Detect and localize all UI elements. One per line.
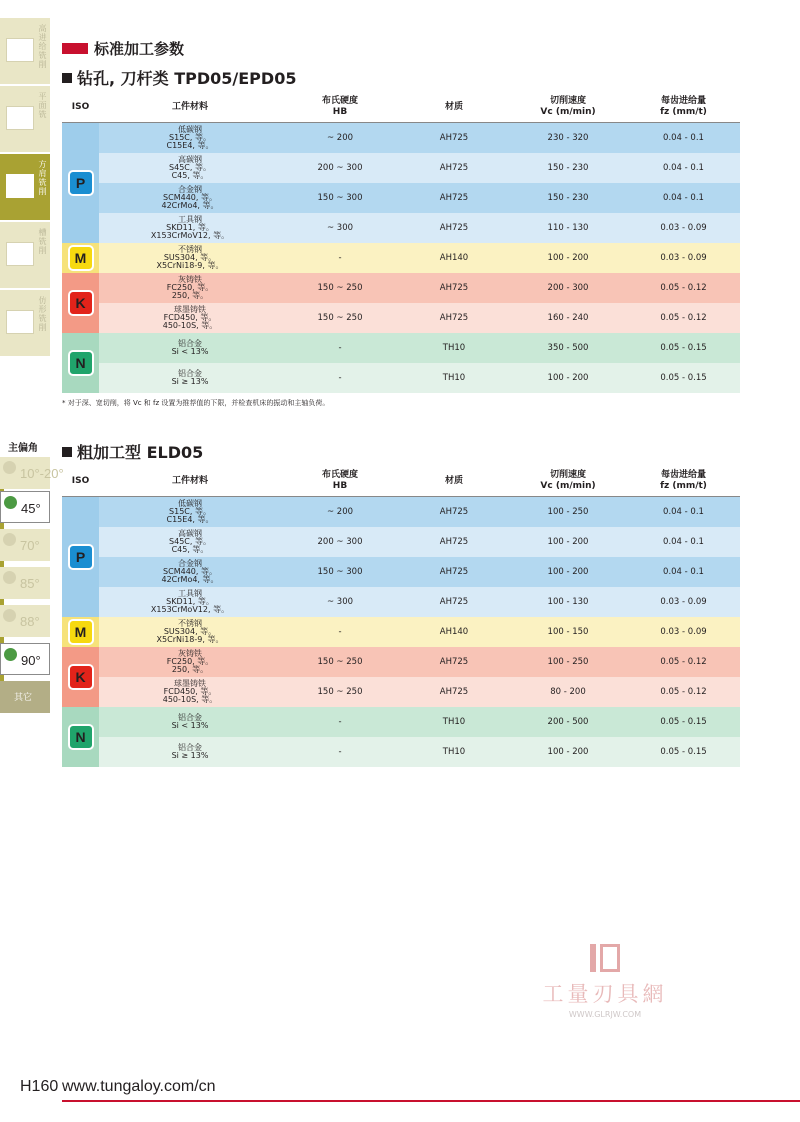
hardness-cell: 200 ~ 300 [317, 163, 363, 173]
iso-group-k [62, 647, 99, 707]
hardness-cell: 150 ~ 250 [317, 313, 363, 323]
grade-cell: TH10 [442, 747, 466, 757]
material-cell [99, 303, 281, 333]
material-line: C15E4, 等。 [166, 141, 214, 150]
material-line: 250, 等。 [171, 291, 209, 300]
iso-badge-letter: M [74, 250, 87, 266]
material-line: FCD450, 等。 [163, 313, 217, 322]
material-line: 高碳钢 [178, 529, 202, 538]
material-line: SCM440, 等。 [163, 567, 217, 576]
feed-per-tooth-cell: 0.05 - 0.15 [660, 373, 707, 383]
side-tab-4[interactable] [0, 290, 50, 356]
material-cell [99, 527, 281, 557]
angle-nav-header: 主偏角 [8, 443, 38, 454]
cutting-speed-cell: 100 - 200 [547, 373, 589, 383]
title-accent-bar [62, 43, 88, 54]
table-body [62, 123, 740, 393]
material-line: 灰铸铁 [178, 649, 202, 658]
table2-title [62, 440, 203, 463]
cutting-speed-cell: 100 - 130 [547, 597, 589, 607]
column-header [99, 466, 281, 496]
hardness-cell: 150 ~ 250 [317, 657, 363, 667]
hardness-cell: 150 ~ 300 [317, 567, 363, 577]
table-row [62, 647, 740, 677]
column-header-hb_1: 布氏硬度 [321, 470, 358, 480]
cutting-speed-cell: 100 - 200 [547, 537, 589, 547]
watermark-url: WWW.GLRJW.COM [568, 1010, 642, 1019]
cutting-speed-cell: 150 - 230 [547, 193, 589, 203]
milling-thumbnail-icon [6, 106, 34, 130]
angle-tab-label: 90° [21, 653, 41, 668]
material-line: Si ≥ 13% [171, 751, 209, 760]
material-line: 铝合金 [178, 743, 202, 752]
grade-cell: AH725 [439, 283, 469, 293]
material-line: 合金钢 [178, 559, 202, 568]
table-row [62, 737, 740, 767]
material-line: Si < 13% [171, 721, 209, 730]
column-header [281, 92, 399, 122]
material-cell [99, 737, 281, 767]
iso-badge-m [68, 619, 94, 645]
table1-title [62, 66, 296, 89]
iso-badge-m [68, 245, 94, 271]
angle-tab-label: 88° [20, 614, 40, 629]
hardness-cell: ~ 200 [326, 507, 354, 517]
column-header [627, 466, 740, 496]
table-row [62, 617, 740, 647]
column-header-fz_2: fz (mm/t) [660, 481, 707, 491]
cutting-speed-cell: 80 - 200 [550, 687, 586, 697]
material-line: 铝合金 [178, 713, 202, 722]
grade-cell: AH725 [439, 537, 469, 547]
material-line: 球墨铸铁 [174, 305, 206, 314]
side-tab-2[interactable] [0, 154, 50, 220]
material-line: S15C, 等。 [169, 507, 211, 516]
iso-group-p [62, 497, 99, 617]
material-cell [99, 557, 281, 587]
hardness-cell: 150 ~ 300 [317, 193, 363, 203]
material-line: 42CrMo4, 等。 [161, 201, 219, 210]
iso-group-n [62, 707, 99, 767]
material-line: 铝合金 [178, 339, 202, 348]
grade-cell: AH725 [439, 223, 469, 233]
table1-footnote: * 对于深、宽切削，将 Vc 和 fz 设置为推荐值的下限，并检查机床的振动和主轴负荷。 [62, 399, 330, 407]
material-line: X153CrMoV12, 等。 [150, 605, 230, 614]
website-link[interactable]: www.tungaloy.com/cn [62, 1078, 216, 1095]
table-row [62, 123, 740, 153]
hardness-cell: - [338, 373, 342, 383]
feed-per-tooth-cell: 0.05 - 0.15 [660, 343, 707, 353]
hardness-cell: ~ 300 [326, 223, 354, 233]
column-header [62, 466, 99, 496]
table1-title-text: 钻孔, 刀杆类 TPD05/EPD05 [77, 69, 297, 88]
table-header [62, 466, 740, 497]
column-header-material: 工件材料 [171, 101, 208, 112]
angle-tab-label: 45° [21, 501, 41, 516]
cutting-speed-cell: 100 - 200 [547, 567, 589, 577]
column-header-hb_2: HB [332, 481, 348, 491]
hardness-cell: - [338, 253, 342, 263]
feed-per-tooth-cell: 0.05 - 0.12 [660, 657, 707, 667]
material-line: X5CrNi18-9, 等。 [156, 635, 224, 644]
table-row [62, 363, 740, 393]
column-header-fz_1: 每齿进给量 [660, 470, 706, 480]
iso-badge-letter: N [75, 355, 86, 371]
column-header-iso: ISO [71, 475, 90, 486]
side-tab-label: 槽铣削 [38, 228, 47, 255]
column-header-vc_2: Vc (m/min) [540, 107, 596, 117]
material-line: FC250, 等。 [166, 283, 214, 292]
material-line: SKD11, 等。 [166, 223, 214, 232]
material-cell [99, 587, 281, 617]
feed-per-tooth-cell: 0.03 - 0.09 [660, 627, 707, 637]
page-title-text: 标准加工参数 [94, 40, 185, 58]
angle-tab-label: 70° [20, 538, 40, 553]
hardness-cell: - [338, 343, 342, 353]
material-line: SKD11, 等。 [166, 597, 214, 606]
watermark-logo-icon [588, 944, 622, 974]
grade-cell: AH725 [439, 687, 469, 697]
material-line: 低碳钢 [178, 125, 202, 134]
hardness-cell: 200 ~ 300 [317, 537, 363, 547]
angle-tab-6[interactable] [0, 681, 50, 713]
iso-group-m [62, 617, 99, 647]
iso-badge-letter: N [75, 729, 86, 745]
cutting-speed-cell: 230 - 320 [547, 133, 589, 143]
feed-per-tooth-cell: 0.03 - 0.09 [660, 253, 707, 263]
side-tab-label: 高进给铣削 [38, 24, 47, 69]
material-cell [99, 647, 281, 677]
angle-tab-3[interactable] [0, 567, 50, 599]
table-row [62, 213, 740, 243]
material-cell [99, 497, 281, 527]
side-tab-1[interactable] [0, 86, 50, 152]
grade-cell: AH140 [439, 253, 469, 263]
milling-thumbnail-icon [6, 38, 34, 62]
column-header-vc_1: 切削速度 [549, 96, 586, 106]
material-line: C45, 等。 [171, 171, 209, 180]
material-line: SCM440, 等。 [163, 193, 217, 202]
column-header [399, 92, 509, 122]
side-tab-3[interactable] [0, 222, 50, 288]
material-line: 铝合金 [178, 369, 202, 378]
iso-group-k [62, 273, 99, 333]
angle-tab-label: 85° [20, 576, 40, 591]
cutting-speed-cell: 110 - 130 [547, 223, 589, 233]
cutting-speed-cell: 100 - 200 [547, 253, 589, 263]
material-line: 250, 等。 [171, 665, 209, 674]
feed-per-tooth-cell: 0.03 - 0.09 [660, 223, 707, 233]
side-tab-label: 平面铣 [38, 92, 47, 119]
column-header-hb_2: HB [332, 107, 348, 117]
material-cell [99, 183, 281, 213]
page-footer [0, 1076, 800, 1106]
column-header-vc_1: 切削速度 [549, 470, 586, 480]
grade-cell: AH725 [439, 163, 469, 173]
column-header [509, 466, 627, 496]
material-line: C15E4, 等。 [166, 515, 214, 524]
hardness-cell: ~ 300 [326, 597, 354, 607]
iso-badge-k [68, 664, 94, 690]
feed-per-tooth-cell: 0.03 - 0.09 [660, 597, 707, 607]
material-line: FC250, 等。 [166, 657, 214, 666]
angle-dot-icon [4, 496, 17, 509]
column-header-vc_2: Vc (m/min) [540, 481, 596, 491]
material-line: FCD450, 等。 [163, 687, 217, 696]
iso-badge-p [68, 170, 94, 196]
table2-cutting-parameters [62, 466, 740, 767]
table-row [62, 497, 740, 527]
iso-badge-letter: M [74, 624, 87, 640]
material-cell [99, 153, 281, 183]
material-line: SUS304, 等。 [163, 627, 217, 636]
material-line: 450-10S, 等。 [162, 321, 218, 330]
iso-group-n [62, 333, 99, 393]
square-bullet-icon [62, 73, 72, 83]
side-tab-0[interactable] [0, 18, 50, 84]
column-header-grade: 材质 [444, 101, 463, 112]
material-line: 低碳钢 [178, 499, 202, 508]
column-header [62, 92, 99, 122]
material-cell [99, 333, 281, 363]
angle-dot-icon [3, 461, 16, 474]
milling-thumbnail-icon [6, 310, 34, 334]
table2-title-text: 粗加工型 ELD05 [77, 443, 204, 462]
hardness-cell: - [338, 747, 342, 757]
column-header-grade: 材质 [444, 475, 463, 486]
iso-badge-p [68, 544, 94, 570]
column-header [509, 92, 627, 122]
material-line: S45C, 等。 [169, 537, 211, 546]
cutting-speed-cell: 100 - 150 [547, 627, 589, 637]
cutting-speed-cell: 200 - 500 [547, 717, 589, 727]
feed-per-tooth-cell: 0.04 - 0.1 [663, 567, 704, 577]
grade-cell: AH725 [439, 133, 469, 143]
table-row [62, 303, 740, 333]
milling-thumbnail-icon [6, 174, 34, 198]
material-line: 42CrMo4, 等。 [161, 575, 219, 584]
feed-per-tooth-cell: 0.04 - 0.1 [663, 193, 704, 203]
material-line: Si < 13% [171, 347, 209, 356]
iso-badge-k [68, 290, 94, 316]
grade-cell: AH725 [439, 567, 469, 577]
table-row [62, 557, 740, 587]
angle-tab-label: 其它 [14, 692, 33, 702]
table-row [62, 677, 740, 707]
material-cell [99, 273, 281, 303]
table-body [62, 497, 740, 767]
page-title [62, 38, 184, 59]
grade-cell: TH10 [442, 717, 466, 727]
material-cell [99, 677, 281, 707]
iso-badge-letter: K [75, 669, 86, 685]
material-line: S45C, 等。 [169, 163, 211, 172]
cutting-speed-cell: 160 - 240 [547, 313, 589, 323]
grade-cell: TH10 [442, 373, 466, 383]
table-row [62, 153, 740, 183]
iso-badge-n [68, 350, 94, 376]
material-line: SUS304, 等。 [163, 253, 217, 262]
grade-cell: AH725 [439, 597, 469, 607]
table-row [62, 527, 740, 557]
material-line: 工具钢 [178, 589, 202, 598]
grade-cell: AH725 [439, 193, 469, 203]
feed-per-tooth-cell: 0.04 - 0.1 [663, 133, 704, 143]
cutting-speed-cell: 150 - 230 [547, 163, 589, 173]
watermark [530, 944, 680, 1019]
hardness-cell: 150 ~ 250 [317, 283, 363, 293]
footer-rule [62, 1100, 800, 1102]
feed-per-tooth-cell: 0.05 - 0.15 [660, 747, 707, 757]
material-line: X153CrMoV12, 等。 [150, 231, 230, 240]
table-row [62, 333, 740, 363]
material-line: 球墨铸铁 [174, 679, 206, 688]
material-cell [99, 707, 281, 737]
angle-tab-4[interactable] [0, 605, 50, 637]
iso-group-p [62, 123, 99, 243]
material-line: 合金钢 [178, 185, 202, 194]
angle-tab-label: 10°-20° [20, 466, 64, 481]
angle-tab-0[interactable] [0, 457, 64, 489]
hardness-cell: 150 ~ 250 [317, 687, 363, 697]
cutting-speed-cell: 100 - 250 [547, 507, 589, 517]
material-line: 灰铸铁 [178, 275, 202, 284]
angle-dot-icon [4, 648, 17, 661]
feed-per-tooth-cell: 0.04 - 0.1 [663, 163, 704, 173]
table-row [62, 243, 740, 273]
milling-thumbnail-icon [6, 242, 34, 266]
angle-tab-2[interactable] [0, 529, 50, 561]
angle-dot-icon [3, 571, 16, 584]
hardness-cell: - [338, 627, 342, 637]
feed-per-tooth-cell: 0.05 - 0.12 [660, 283, 707, 293]
column-header-fz_2: fz (mm/t) [660, 107, 707, 117]
column-header [281, 466, 399, 496]
material-line: Si ≥ 13% [171, 377, 209, 386]
column-header-fz_1: 每齿进给量 [660, 96, 706, 106]
grade-cell: AH725 [439, 507, 469, 517]
iso-group-m [62, 243, 99, 273]
material-line: 工具钢 [178, 215, 202, 224]
hardness-cell: ~ 200 [326, 133, 354, 143]
material-line: 不锈钢 [178, 245, 202, 254]
column-header-iso: ISO [71, 101, 90, 112]
cutting-speed-cell: 100 - 250 [547, 657, 589, 667]
material-line: C45, 等。 [171, 545, 209, 554]
material-line: X5CrNi18-9, 等。 [156, 261, 224, 270]
column-header [399, 466, 509, 496]
column-header [99, 92, 281, 122]
material-cell [99, 243, 281, 273]
table-row [62, 707, 740, 737]
material-line: 不锈钢 [178, 619, 202, 628]
feed-per-tooth-cell: 0.05 - 0.12 [660, 313, 707, 323]
feed-per-tooth-cell: 0.05 - 0.15 [660, 717, 707, 727]
table-row [62, 183, 740, 213]
material-cell [99, 617, 281, 647]
material-cell [99, 213, 281, 243]
grade-cell: AH140 [439, 627, 469, 637]
material-line: 高碳钢 [178, 155, 202, 164]
angle-dot-icon [3, 609, 16, 622]
side-tab-label: 仿形铣削 [38, 296, 47, 332]
column-header [627, 92, 740, 122]
feed-per-tooth-cell: 0.04 - 0.1 [663, 507, 704, 517]
feed-per-tooth-cell: 0.04 - 0.1 [663, 537, 704, 547]
angle-tab-5[interactable] [0, 643, 50, 675]
side-tab-label: 方肩铣削 [38, 160, 47, 196]
feed-per-tooth-cell: 0.05 - 0.12 [660, 687, 707, 697]
table-row [62, 587, 740, 617]
material-line: 450-10S, 等。 [162, 695, 218, 704]
table-header [62, 92, 740, 123]
hardness-cell: - [338, 717, 342, 727]
grade-cell: TH10 [442, 343, 466, 353]
column-header-hb_1: 布氏硬度 [321, 96, 358, 106]
cutting-speed-cell: 350 - 500 [547, 343, 589, 353]
material-cell [99, 363, 281, 393]
iso-badge-n [68, 724, 94, 750]
watermark-text: 工量刃具網 [542, 982, 668, 1006]
iso-badge-letter: K [75, 295, 86, 311]
table-row [62, 273, 740, 303]
page-number: H160 [20, 1078, 59, 1095]
grade-cell: AH725 [439, 657, 469, 667]
table1-cutting-parameters [62, 92, 740, 393]
angle-tab-1[interactable] [0, 491, 50, 523]
material-line: S15C, 等。 [169, 133, 211, 142]
iso-badge-letter: P [75, 549, 86, 565]
angle-dot-icon [3, 533, 16, 546]
iso-badge-letter: P [75, 175, 86, 191]
column-header-material: 工件材料 [171, 475, 208, 486]
material-cell [99, 123, 281, 153]
grade-cell: AH725 [439, 313, 469, 323]
cutting-speed-cell: 200 - 300 [547, 283, 589, 293]
square-bullet-icon [62, 447, 72, 457]
cutting-speed-cell: 100 - 200 [547, 747, 589, 757]
